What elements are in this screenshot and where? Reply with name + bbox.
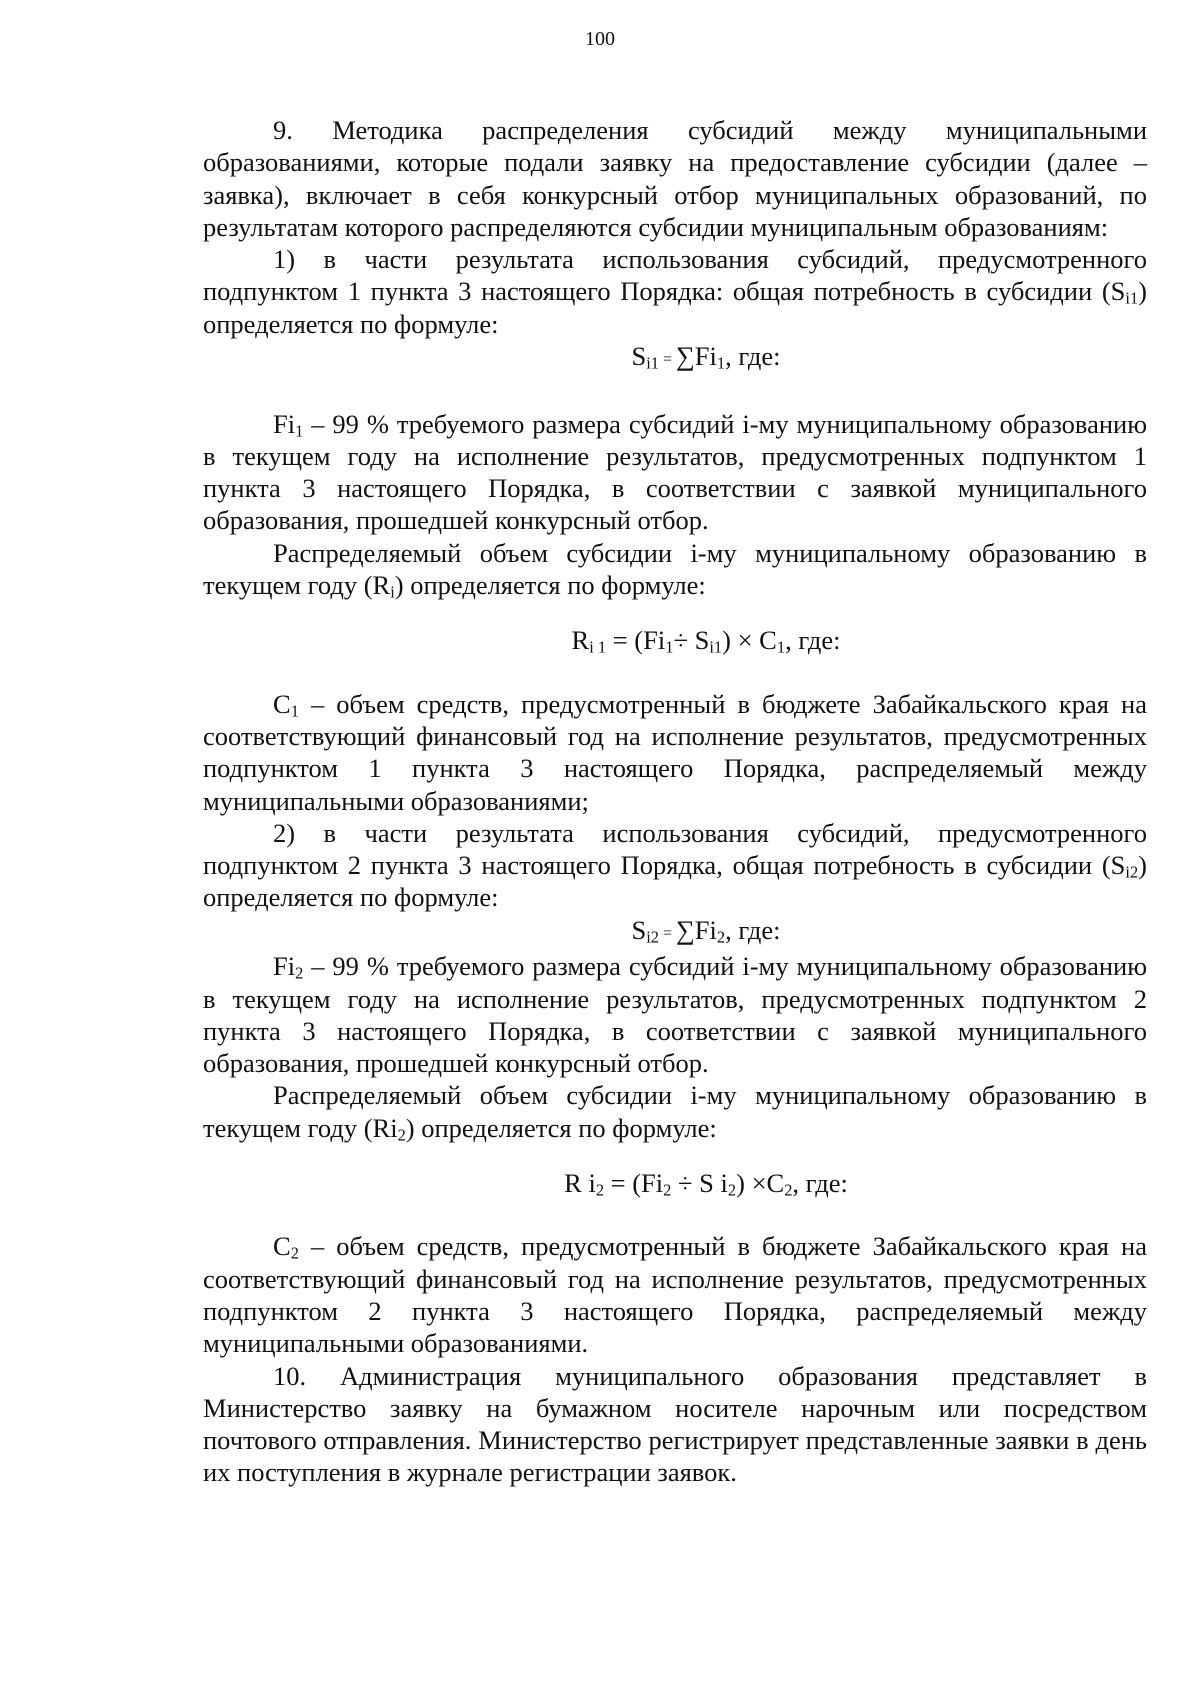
formula-r1: $R_{i 1} = (Fi_1\div S_{i1}) \times C_1$, где:	[571, 625, 841, 657]
document-body	[203, 114, 1147, 1489]
paragraph-r2: Распределяемый объем субсидии i-му муниципальному образованию в текущем году $(Ri_2)$ определяется по формуле:	[203, 1080, 1147, 1145]
paragraph-9: 9. Методика распределения субсидий между муниципальными образованиями, которые подали заявку на предоставление субсидии (далее – заявка), включает в себя конкурсный отбор муниципальных образований, по результатам которого распределяются субсидии муниципальным образованиям:	[203, 115, 1147, 242]
formula-s2: $S_{i2} = \sum Fi_2$, где:	[631, 914, 781, 947]
paragraph-subitem-2: 2) в части результата использования субсидий, предусмотренного подпунктом 2 пункта 3 настоящего Порядка, общая потребность в субсидии $(S_{i2})$ определяется по формуле:	[203, 817, 1147, 913]
paragraph-subitem-1: 1) в части результата использования субсидий, предусмотренного подпунктом 1 пункта 3 настоящего Порядка: общая потребность в субсидии $(S_{i1})$ определяется по формуле:	[203, 244, 1147, 339]
definition-fi1: $Fi_1 - 99$ % требуемого размера субсидий i-му муниципальному образованию в текущем году на исполнение результатов, предусмотренных подпунктом 1 пункта 3 настоящего Порядка, в соответствии с заявкой муниципального образования, прошедшей конкурсный отбор.	[203, 408, 1147, 536]
paragraph-10: 10. Администрация муниципального образования представляет в Министерство заявку на бумажном носителе нарочным или посредством почтового отправления. Министерство регистрирует представленные заявки в день их поступления в журнале регистрации заявок.	[203, 1360, 1147, 1488]
definition-c1: $C_1$ – объем средств, предусмотренный в бюджете Забайкальского края на соответствующий финансовый год на исполнение результатов, предусмотренных подпунктом 1 пункта 3 настоящего Порядка, распределяемый между муниципальными образованиями;	[203, 688, 1147, 816]
definition-c2: $C_2$ – объем средств, предусмотренный в бюджете Забайкальского края на соответствующий финансовый год на исполнение результатов, предусмотренных подпунктом 2 пункта 3 настоящего Порядка, распределяемый между муниципальными образованиями.	[203, 1231, 1147, 1359]
paragraph-r1: Распределяемый объем субсидии i-му муниципальному образованию в текущем году $(R_i)$ определяется по формуле:	[203, 537, 1147, 602]
definition-fi2: $Fi_2 - 99$ % требуемого размера субсидий i-му муниципальному образованию в текущем году на исполнение результатов, предусмотренных подпунктом 2 пункта 3 настоящего Порядка, в соответствии с заявкой муниципального образования, прошедшей конкурсный отбор.	[203, 951, 1147, 1079]
page-number: 100	[585, 28, 615, 50]
formula-s1: $S_{i1} = \sum Fi_1$, где:	[631, 341, 781, 373]
formula-r2: R $i_2 = (Fi_2 \div S$ $i_2) \times C_2$, где:	[564, 1168, 848, 1200]
